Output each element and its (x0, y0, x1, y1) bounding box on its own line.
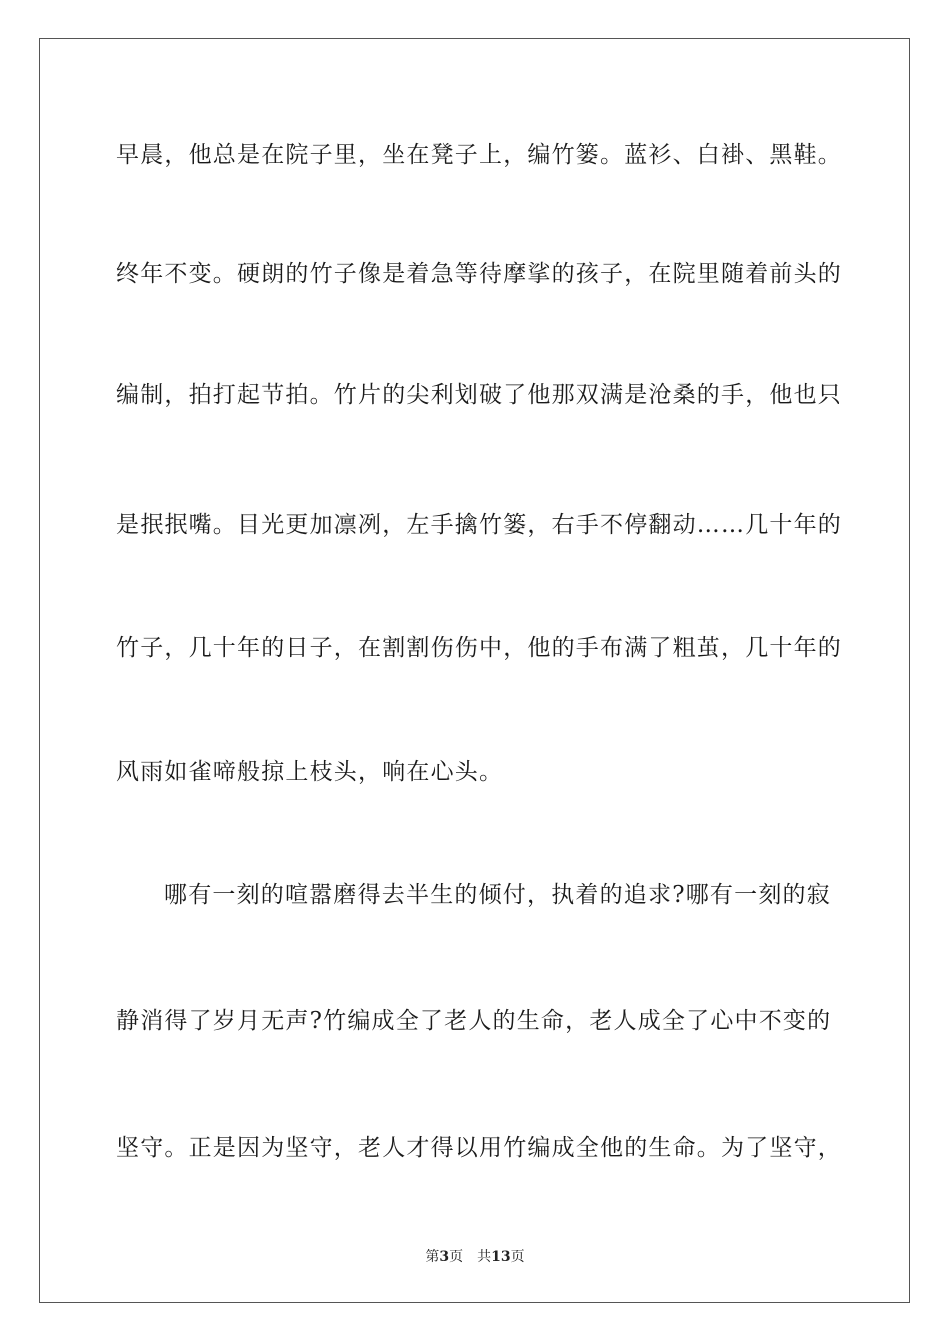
text-line-paragraph-start: 哪有一刻的喧嚣磨得去半生的倾付，执着的追求?哪有一刻的寂 (164, 882, 831, 908)
page-prefix: 第 (425, 1249, 440, 1265)
text-line: 编制，拍打起节拍。竹片的尖利划破了他那双满是沧桑的手，他也只 (116, 382, 842, 408)
total-prefix: 共 (477, 1249, 492, 1265)
text-line: 静消得了岁月无声?竹编成全了老人的生命，老人成全了心中不变的 (116, 1008, 832, 1034)
total-pages: 13 (491, 1249, 511, 1265)
page-number: 3 (439, 1249, 450, 1265)
text-line: 是抿抿嘴。目光更加凛冽，左手擒竹篓，右手不停翻动……几十年的 (116, 512, 842, 538)
page-suffix: 页 (449, 1249, 464, 1265)
text-line: 终年不变。硬朗的竹子像是着急等待摩挲的孩子，在院里随着前头的 (116, 261, 842, 287)
text-line: 早晨，他总是在院子里，坐在凳子上，编竹篓。蓝衫、白褂、黑鞋。 (116, 142, 842, 168)
total-suffix: 页 (510, 1249, 525, 1265)
page-footer (0, 1248, 950, 1266)
page-border (39, 38, 910, 1303)
text-line: 竹子，几十年的日子，在割割伤伤中，他的手布满了粗茧，几十年的 (116, 635, 842, 661)
text-line: 坚守。正是因为坚守，老人才得以用竹编成全他的生命。为了坚守， (116, 1135, 842, 1161)
text-line: 风雨如雀啼般掠上枝头，响在心头。 (116, 759, 504, 785)
